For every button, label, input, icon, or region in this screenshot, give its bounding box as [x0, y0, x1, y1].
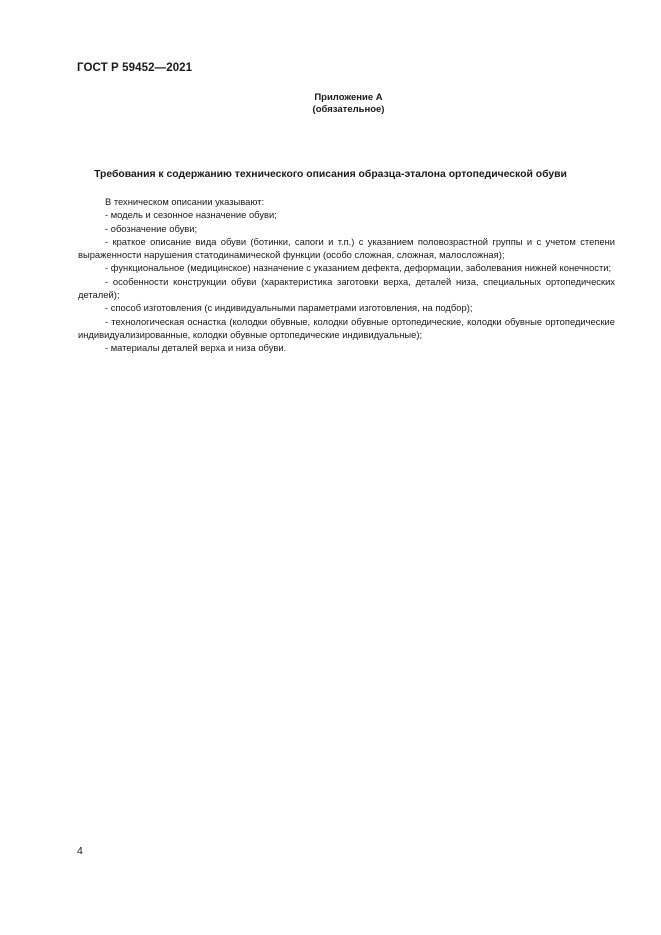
list-item-materials: - материалы деталей верха и низа обуви. [105, 342, 287, 354]
list-item-functional-purpose: - функциональное (медицинское) назначение с указанием дефекта, деформации, заболевания нижней конечности; [105, 262, 612, 274]
body-text [78, 195, 615, 355]
list-item-model: - модель и сезонное назначение обуви; [105, 209, 277, 221]
list-item-type-description: - краткое описание вида обуви (ботинки, сапоги и т.п.) с указанием половозрастной группы и с учетом степени выраженности нарушения статодинамической функции (особо сложная, сложная, малосложная); [78, 235, 615, 261]
list-item-construction: - особенности конструкции обуви (характеристика заготовки верха, деталей низа, специальных ортопедических деталей); [78, 275, 615, 301]
page-header-standard-code: ГОСТ Р 59452—2021 [77, 62, 193, 74]
list-item-tooling: - технологическая оснастка (колодки обувные, колодки обувные ортопедические, колодки обувные ортопедические индивидуализированные, колодки обувные ортопедические индивидуальные); [78, 315, 615, 340]
appendix-status: (обязательное) [312, 104, 385, 115]
list-item-manufacturing-method: - способ изготовления (с индивидуальными параметрами изготовления, на подбор); [105, 302, 473, 314]
list-item-designation: - обозначение обуви; [105, 222, 198, 234]
paragraph-intro: В техническом описании указывают: [105, 196, 265, 207]
appendix-heading [0, 92, 661, 116]
section-title: Требования к содержанию технического описания образца-эталона ортопедической обуви [94, 169, 567, 180]
page-number: 4 [77, 845, 83, 857]
appendix-title: Приложение А [314, 92, 383, 103]
